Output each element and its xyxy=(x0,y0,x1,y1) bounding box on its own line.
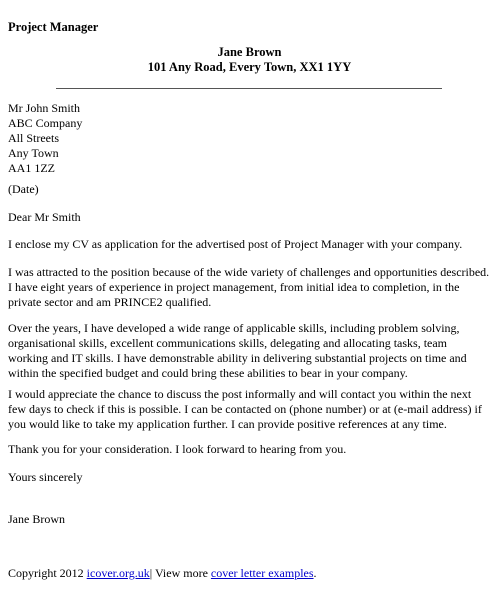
sender-header xyxy=(0,45,499,75)
sender-address: 101 Any Road, Every Town, XX1 1YY xyxy=(147,60,352,74)
paragraph-line: within the specified budget and could bring these abilities to bear in your company. xyxy=(8,366,408,380)
paragraph-line: private sector and am PRINCE2 qualified. xyxy=(8,295,212,309)
paragraph-line: I have eight years of experience in project management, from initial idea to completion, in the xyxy=(8,280,460,294)
footer-end: . xyxy=(313,566,317,580)
sender-name: Jane Brown xyxy=(217,45,282,59)
paragraph-5 xyxy=(8,442,496,457)
header-divider xyxy=(56,88,442,89)
paragraph-line: working and IT skills. I have demonstrable ability in delivering substantial projects on time and xyxy=(8,351,467,365)
paragraph-line: organisational skills, excellent communications skills, delegating and allocating tasks, team xyxy=(8,336,448,350)
paragraph-2 xyxy=(8,265,496,310)
site-link[interactable]: icover.org.uk xyxy=(86,566,150,580)
paragraph-line: you would like to take my application further. I can provide positive references at any time. xyxy=(8,417,447,431)
page-title: Project Manager xyxy=(8,20,99,34)
closing: Yours sincerely xyxy=(8,470,83,484)
paragraph-line: I enclose my CV as application for the advertised post of Project Manager with your company. xyxy=(8,237,463,251)
paragraph-line: few days to check if this is possible. I can be contacted on (phone number) or at (e-mail address) if xyxy=(8,402,482,416)
paragraph-4 xyxy=(8,387,496,432)
recipient-address xyxy=(8,101,496,176)
copyright-text: Copyright 2012 xyxy=(8,566,87,580)
recipient-line: Any Town xyxy=(8,146,59,160)
cover-letter-examples-link[interactable]: cover letter examples xyxy=(210,566,314,580)
recipient-line: Mr John Smith xyxy=(8,101,81,115)
recipient-line: AA1 1ZZ xyxy=(8,161,55,175)
paragraph-line: I would appreciate the chance to discuss the post informally and will contact you within the next xyxy=(8,387,472,401)
letter-date: (Date) xyxy=(8,182,39,196)
signature-name: Jane Brown xyxy=(8,512,65,526)
paragraph-1 xyxy=(8,237,496,252)
paragraph-line: Thank you for your consideration. I look forward to hearing from you. xyxy=(8,442,347,456)
salutation: Dear Mr Smith xyxy=(8,210,81,224)
paragraph-line: Over the years, I have developed a wide range of applicable skills, including problem solving, xyxy=(8,321,460,335)
footer-separator-text: | View more xyxy=(149,566,211,580)
paragraph-3 xyxy=(8,321,496,381)
recipient-line: All Streets xyxy=(8,131,59,145)
footer xyxy=(8,566,317,581)
paragraph-line: I was attracted to the position because of the wide variety of challenges and opportunities described. xyxy=(8,265,490,279)
recipient-line: ABC Company xyxy=(8,116,83,130)
